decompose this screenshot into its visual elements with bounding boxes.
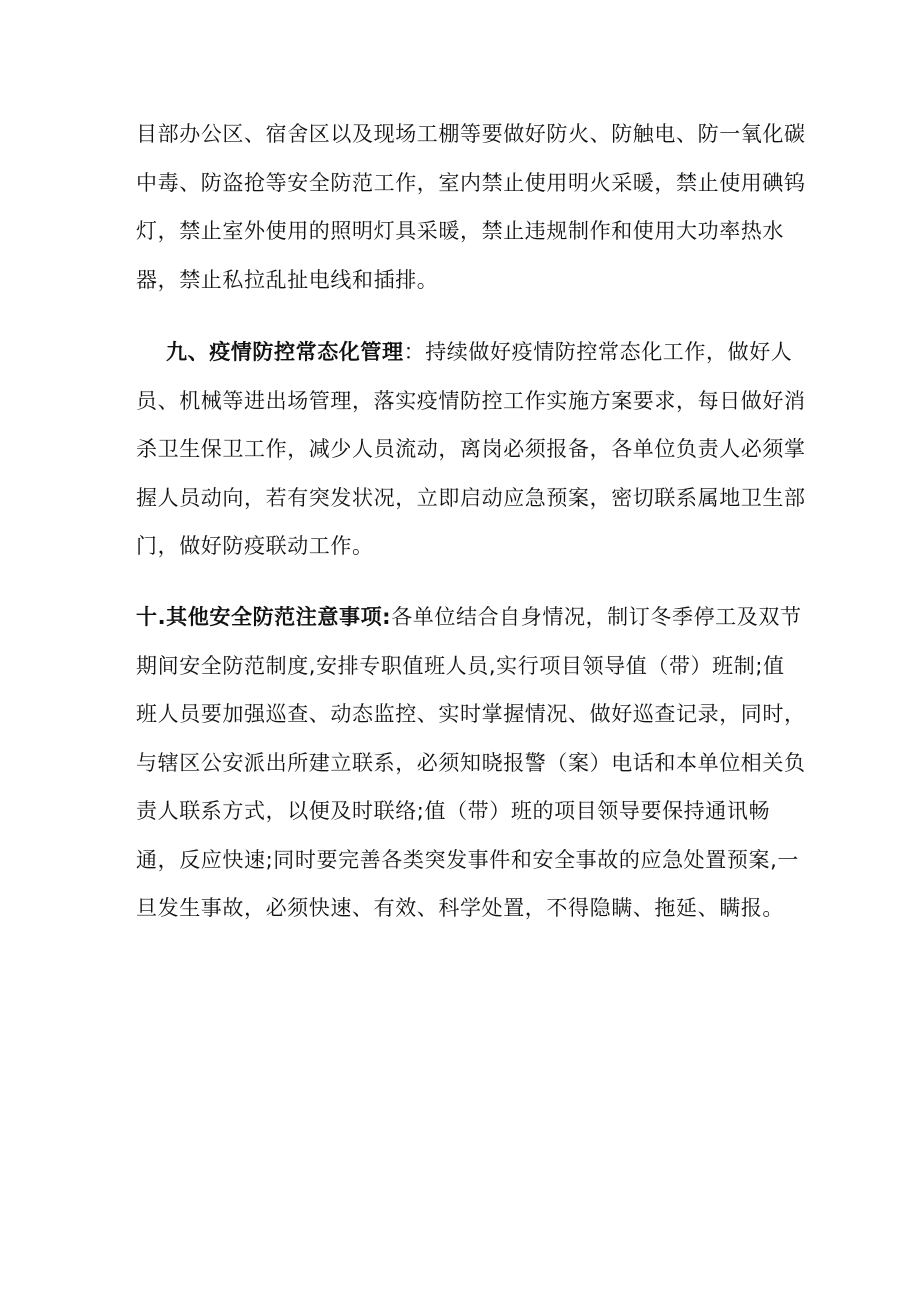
paragraph-body: 目部办公区、宿舍区以及现场工棚等要做好防火、防触电、防一氧化碳中毒、防盗抢等安全防范工作，室内禁止使用明火采暖，禁止使用碘钨灯，禁止室外使用的照明灯具采暖，禁止违规制作和使用大功率热水器，禁止私拉乱扯电线和插排。 — [136, 122, 806, 292]
section-heading-nine: 九、疫情防控常态化管理 — [166, 340, 404, 364]
paragraph-epidemic-control — [136, 328, 806, 571]
paragraph-other-safety — [136, 593, 806, 933]
paragraph-fire-safety — [136, 110, 806, 304]
paragraph-body: ：持续做好疫情防控常态化工作，做好人员、机械等进出场管理，落实疫情防控工作实施方案要求，每日做好消杀卫生保卫工作，减少人员流动，离岗必须报备，各单位负责人必须掌握人员动向，若有突发状况，立即启动应急预案，密切联系属地卫生部门，做好防疫联动工作。 — [136, 340, 806, 558]
paragraph-body: 各单位结合自身情况，制订冬季停工及双节期间安全防范制度,安排专职值班人员,实行项目领导值（带）班制;值班人员要加强巡查、动态监控、实时掌握情况、做好巡查记录，同时，与辖区公安派出所建立联系，必须知晓报警（案）电话和本单位相关负责人联系方式，以便及时联络;值（带）班的项目领导要保持通讯畅通，反应快速;同时要完善各类突发事件和安全事故的应急处置预案,一旦发生事故，必须快速、有效、科学处置，不得隐瞒、拖延、瞒报。 — [136, 605, 806, 920]
section-heading-ten: 十.其他安全防范注意事项: — [136, 605, 392, 629]
